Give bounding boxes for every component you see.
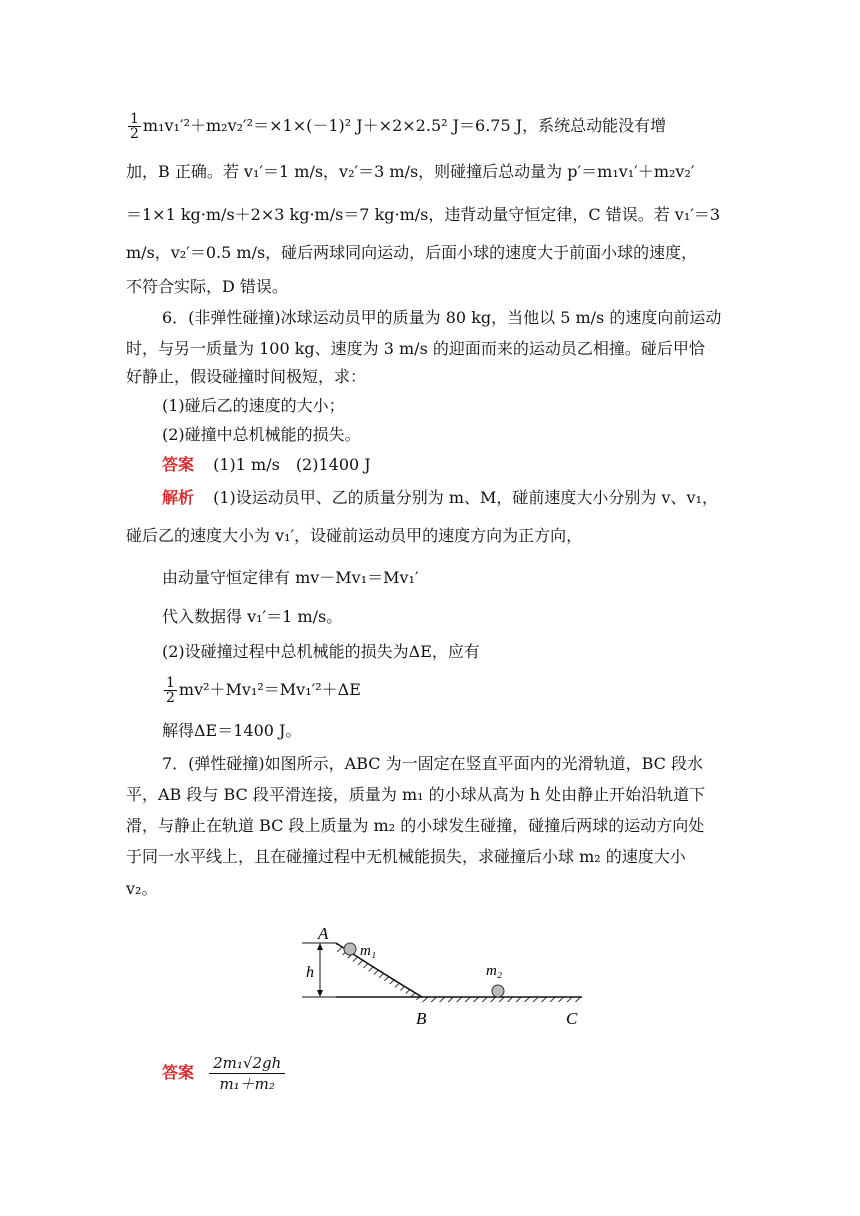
label-h: h [306, 964, 314, 981]
q6-line-1: 6．(非弹性碰撞)冰球运动员甲的质量为 80 kg，当他以 5 m/s 的速度向前运动 [162, 308, 722, 327]
q6-analysis-4: 代入数据得 v₁′＝1 m/s。 [162, 607, 343, 626]
q7-line-3: 滑，与静止在轨道 BC 段上质量为 m₂ 的小球发生碰撞，碰撞后两球的运动方向处 [126, 816, 705, 835]
label-a: A [318, 924, 329, 943]
answer-label: 答案 [162, 455, 195, 474]
q6-result: 解得ΔE＝1400 J。 [162, 721, 302, 740]
q6-analysis-5: (2)设碰撞过程中总机械能的损失为ΔE，应有 [162, 642, 480, 661]
q6-analysis-2: 碰后乙的速度大小为 v₁′，设碰前运动员甲的速度方向为正方向， [126, 526, 583, 545]
analysis-label: 解析 [162, 488, 195, 507]
ball-m1 [344, 943, 356, 955]
prev-solution-line-4: m/s，v₂′＝0.5 m/s，碰后两球同向运动，后面小球的速度大于前面小球的速度， [126, 243, 698, 262]
q7-line-1: 7．(弹性碰撞)如图所示，ABC 为一固定在竖直平面内的光滑轨道，BC 段水 [162, 754, 703, 773]
label-c: C [566, 1009, 578, 1028]
prev-solution-line-2: 加，B 正确。若 v₁′＝1 m/s，v₂′＝3 m/s，则碰撞后总动量为 p′＝m₁v₁′＋m₂v₂′ [126, 162, 695, 181]
q6-line-2: 时，与另一质量为 100 kg、速度为 3 m/s 的迎面而来的运动员乙相撞。碰后甲恰 [126, 339, 705, 358]
q6-sub-1: (1)碰后乙的速度的大小； [162, 396, 345, 415]
fraction-half: $\frac{1}{2}$ [130, 111, 139, 142]
prev-solution-line-3: ＝1×1 kg·m/s＋2×3 kg·m/s＝7 kg·m/s，违背动量守恒定律，C 错误。若 v₁′＝3 [126, 205, 721, 224]
prev-line1-prefix: m₁v₁′²＋m₂v₂′² [142, 116, 254, 135]
fraction-half: $\frac{1}{2}$ [166, 675, 175, 706]
q6-line-3: 好静止，假设碰撞时间极短，求： [126, 367, 367, 386]
answer-denominator: m₁＋m₂ [219, 1075, 275, 1093]
q6-analysis-1 [162, 486, 782, 510]
q7-answer [162, 1052, 782, 1094]
arrow-up-icon [317, 943, 323, 950]
analysis-text: (1)设运动员甲、乙的质量分别为 m、M，碰前速度大小分别为 v、v₁， [213, 488, 718, 507]
q6-sub-2: (2)碰撞中总机械能的损失。 [162, 425, 361, 444]
energy-eq-text: mv²＋Mv₁²＝Mv₁′²＋ΔE [178, 680, 361, 699]
q7-line-4: 于同一水平线上，且在碰撞过程中无机械能损失，求碰撞后小球 m₂ 的速度大小 [126, 847, 686, 866]
prev-line1-rest: ＝×1×(－1)² J＋×2×2.5² J＝6.75 J，系统总动能没有增 [253, 116, 667, 135]
track-diagram [292, 903, 600, 1043]
label-m1: m₁ [360, 943, 377, 959]
q6-energy-equation [162, 676, 782, 705]
q6-answer [162, 453, 782, 477]
ball-m2 [492, 985, 504, 997]
answer-text: (1)1 m/s (2)1400 J [213, 455, 371, 474]
label-m2: m₂ [486, 963, 503, 979]
q6-analysis-3: 由动量守恒定律有 mv－Mv₁＝Mv₁′ [162, 568, 419, 587]
prev-solution-line-5: 不符合实际，D 错误。 [126, 277, 288, 296]
prev-solution-line-1 [126, 112, 746, 141]
answer-label: 答案 [162, 1063, 195, 1082]
arrow-down-icon [317, 990, 323, 997]
answer-fraction [209, 1053, 285, 1094]
label-b: B [416, 1009, 427, 1028]
q7-line-2: 平，AB 段与 BC 段平滑连接，质量为 m₁ 的小球从高为 h 处由静止开始沿轨道下 [126, 785, 706, 804]
q7-line-5: v₂。 [126, 879, 158, 898]
answer-numerator: 2m₁√2gh [209, 1053, 285, 1074]
